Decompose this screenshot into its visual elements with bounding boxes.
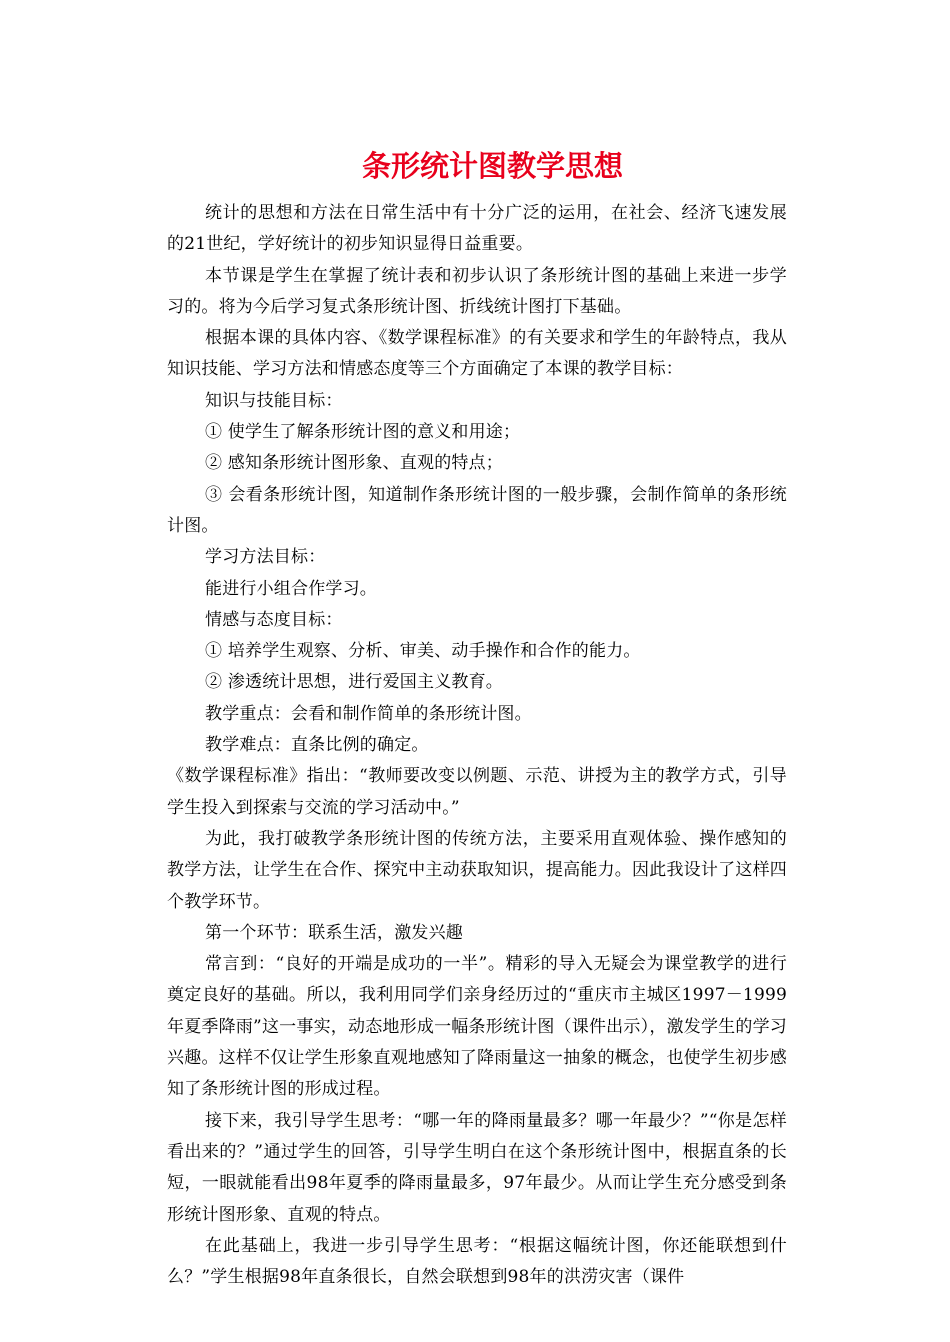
paragraph-section-1-questions: 接下来，我引导学生思考：“哪一年的降雨量最多？哪一年最少？”“你是怎样看出来的？”通过学生的回答，引导学生明白在这个条形统计图中，根据直条的长短，一眼就能看出98年夏季的降雨量最多，97年最少。从而让学生充分感受到条形统计图形象、直观的特点。 [167,1110,787,1225]
list-item-learning-method: 能进行小组合作学习。 [205,578,377,599]
paragraph-lesson-basis: 本节课是学生在掌握了统计表和初步认识了条形统计图的基础上来进一步学习的。将为今后学习复式条形统计图、折线统计图打下基础。 [167,265,787,317]
paragraph-difficulty: 教学难点：直条比例的确定。 [205,735,429,756]
list-item-emotion-2: ② 渗透统计思想，进行爱国主义教育。 [205,672,504,693]
heading-emotion-attitude: 情感与态度目标： [205,609,343,630]
list-item-knowledge-2: ② 感知条形统计图形象、直观的特点； [205,453,504,474]
paragraph-objectives-intro: 根据本课的具体内容、《数学课程标准》的有关要求和学生的年龄特点，我从知识技能、学习方法和情感态度等三个方面确定了本课的教学目标： [167,328,787,380]
list-item-knowledge-3: ③ 会看条形统计图，知道制作条形统计图的一般步骤，会制作简单的条形统计图。 [167,484,787,536]
heading-section-1: 第一个环节：联系生活，激发兴趣 [205,922,463,943]
heading-learning-method: 学习方法目标： [205,547,326,568]
paragraph-section-1-extension: 在此基础上，我进一步引导学生思考：“根据这幅统计图，你还能联想到什么？”学生根据98年直条很长，自然会联想到98年的洪涝灾害（课件 [167,1235,787,1288]
list-item-emotion-1: ① 培养学生观察、分析、审美、动手操作和合作的能力。 [205,641,641,662]
paragraph-section-1-intro: 常言到：“良好的开端是成功的一半”。精彩的导入无疑会为课堂教学的进行奠定良好的基础。所以，我利用同学们亲身经历过的“重庆市主城区1997－1999年夏季降雨”这一事实，动态地形成一幅条形统计图（课件出示），激发学生的学习兴趣。这样不仅让学生形象直观地感知了降雨量这一抽象的概念，也使学生初步感知了条形统计图的形成过程。 [167,954,787,1100]
paragraph-curriculum-quote: 《数学课程标准》指出：“教师要改变以例题、示范、讲授为主的教学方式，引导学生投入到探索与交流的学习活动中。” [167,766,787,818]
list-item-knowledge-1: ① 使学生了解条形统计图的意义和用途； [205,422,521,443]
document-title: 条形统计图教学思想 [361,149,623,183]
paragraph-teaching-method: 为此，我打破教学条形统计图的传统方法，主要采用直观体验、操作感知的教学方法，让学生在合作、探究中主动获取知识，提高能力。因此我设计了这样四个教学环节。 [167,828,787,912]
document-body [167,198,787,1293]
paragraph-key-point: 教学重点：会看和制作简单的条形统计图。 [205,703,532,724]
heading-knowledge-skills: 知识与技能目标： [205,390,343,411]
paragraph-intro: 统计的思想和方法在日常生活中有十分广泛的运用，在社会、经济飞速发展的21世纪，学好统计的初步知识显得日益重要。 [167,203,787,255]
